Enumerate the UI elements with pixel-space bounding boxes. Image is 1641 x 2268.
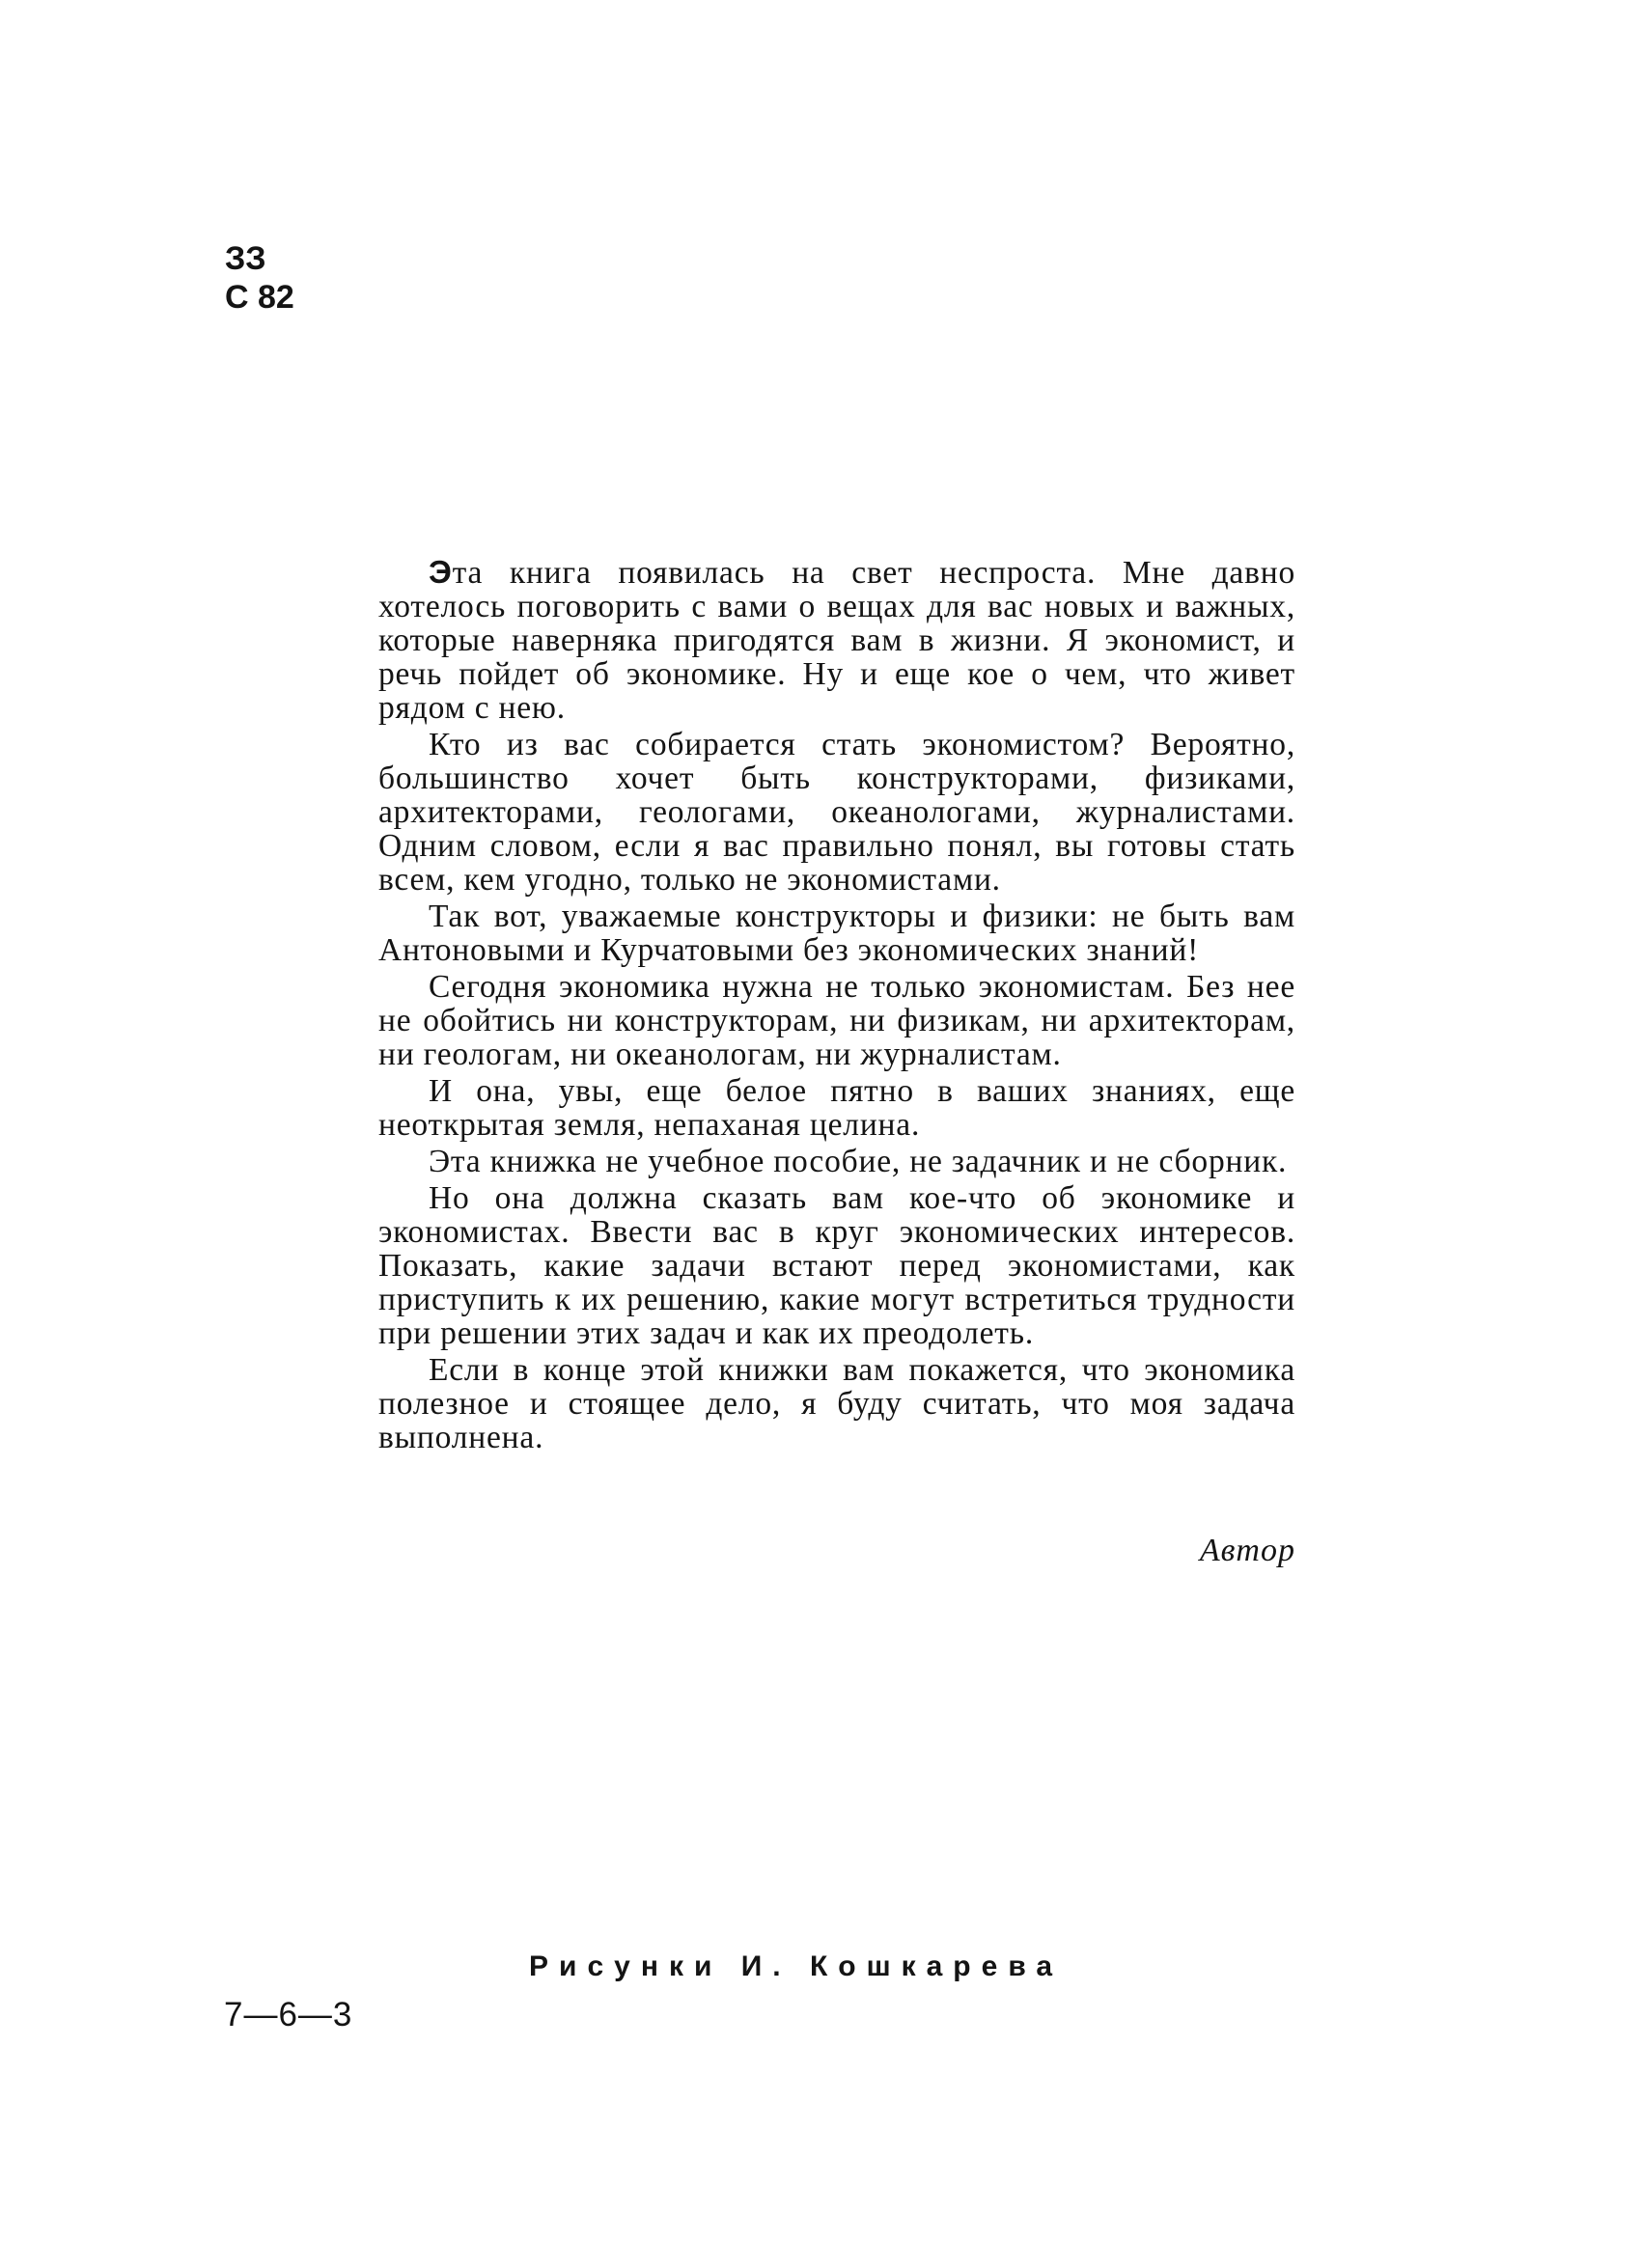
- paragraph-text: та книга появилась на свет неспроста. Мне давно хотелось поговорить с вами о вещах для вас новых и важных, которые наверняка пригодятся вам в жизни. Я экономист, и речь пойдет об экономике. Ну и еще кое о чем, что живет рядом с нею.: [378, 555, 1295, 726]
- publication-index-code: 7—6—3: [224, 1996, 353, 2033]
- foreword-paragraph: Если в конце этой книжки вам покажется, что экономика полезное и стоящее дело, я буду считать, что моя задача выполнена.: [378, 1352, 1295, 1455]
- author-mark: С 82: [225, 279, 294, 316]
- foreword-text: [378, 556, 1295, 1454]
- foreword-paragraph: Кто из вас собирается стать экономистом? Вероятно, большинство хочет быть конструкторами, физиками, архитекторами, геологами, океанологами, журналистами. Одним словом, если я вас правильно понял, вы готовы стать всем, кем угодно, только не экономистами.: [378, 727, 1295, 898]
- foreword-paragraph: Эта книжка не учебное пособие, не задачник и не сборник.: [429, 1144, 1288, 1179]
- foreword-paragraph: Сегодня экономика нужна не только экономистам. Без нее не обойтись ни конструкторам, ни физикам, ни архитекторам, ни геологам, ни океанологам, ни журналистам.: [378, 969, 1295, 1072]
- foreword-paragraph: [378, 556, 1295, 725]
- drop-cap: Э: [429, 555, 453, 591]
- classification-code: ЗЗ: [225, 240, 266, 277]
- author-signature: Автор: [1199, 1533, 1295, 1568]
- foreword-paragraph: Так вот, уважаемые конструкторы и физики: не быть вам Антоновыми и Курчатовыми без экономических знаний!: [378, 899, 1295, 968]
- foreword-paragraph: И она, увы, еще белое пятно в ваших знаниях, еще неоткрытая земля, непаханая целина.: [378, 1073, 1295, 1143]
- illustrator-credit: Рисунки И. Кошкарева: [529, 1950, 1064, 1982]
- foreword-paragraph: Но она должна сказать вам кое-что об экономике и экономистах. Ввести вас в круг экономических интересов. Показать, какие задачи встают перед экономистами, как приступить к их решению, какие могут встретиться трудности при решении этих задач и как их преодолеть.: [378, 1180, 1295, 1351]
- library-classification: [225, 239, 294, 317]
